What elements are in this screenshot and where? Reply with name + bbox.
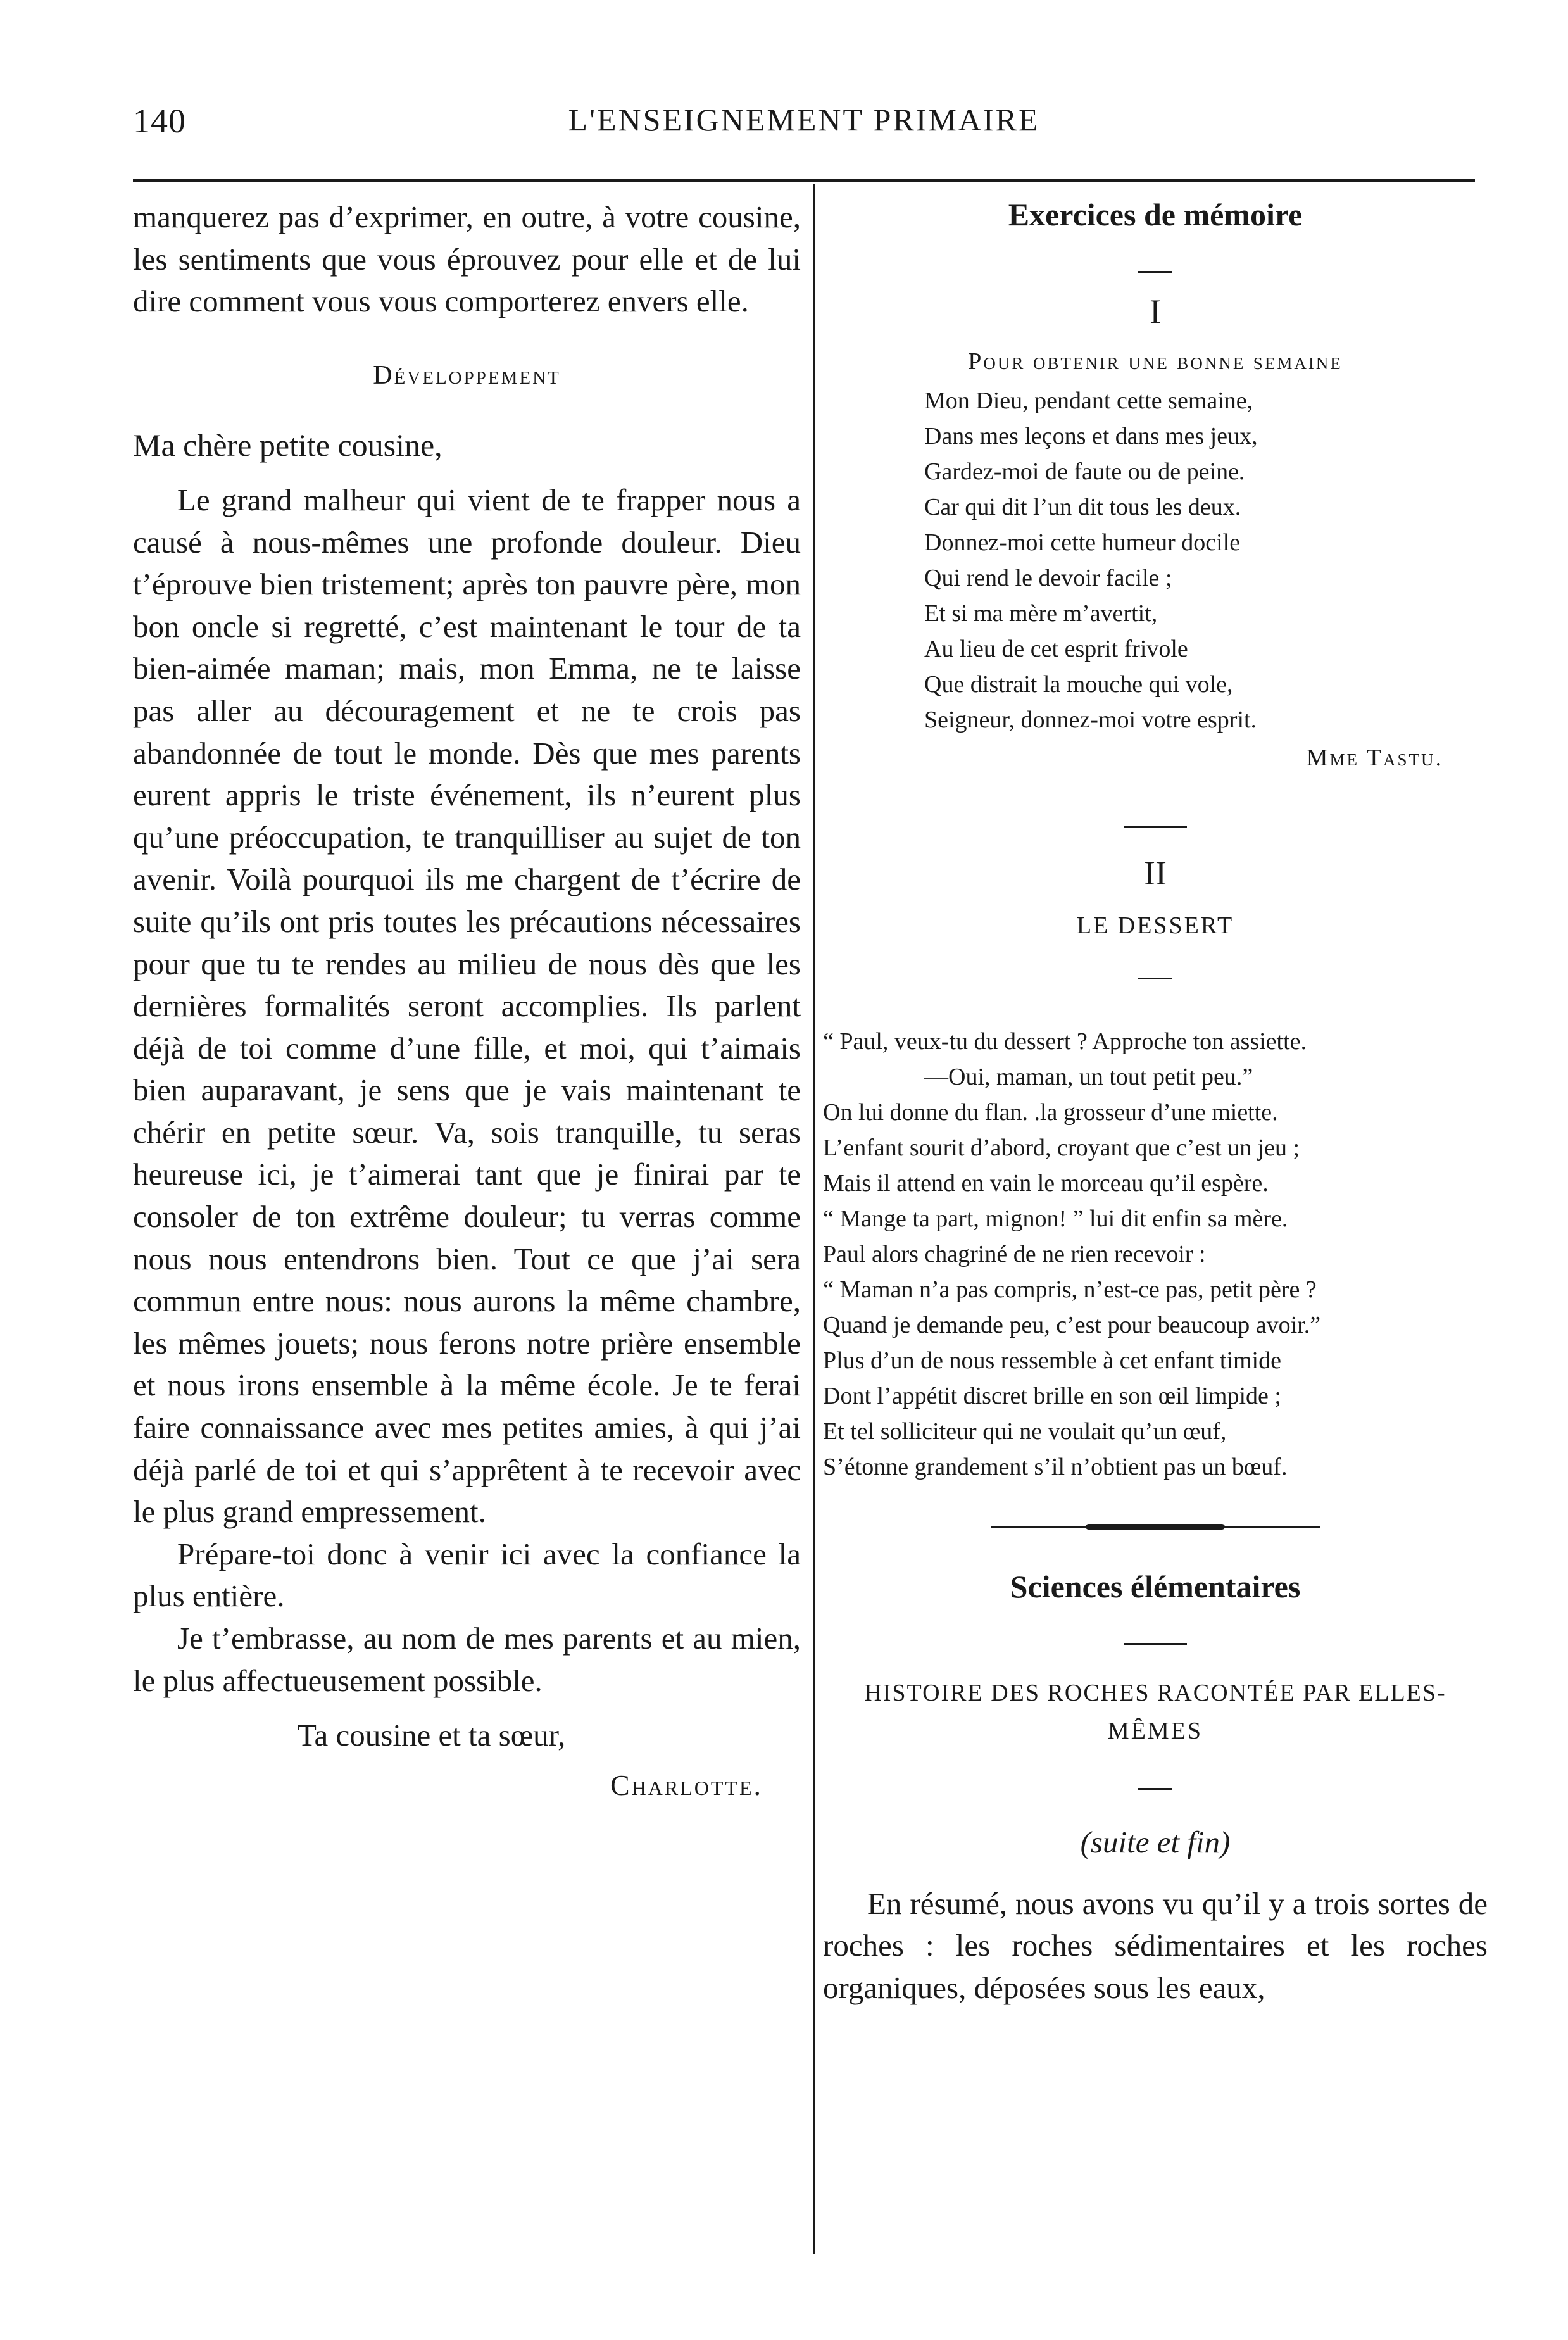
article-title-line-2: MÊMES <box>1107 1718 1203 1744</box>
poem-line: Donnez-moi cette humeur docile <box>924 529 1241 556</box>
dash-divider <box>1138 271 1172 273</box>
poem-line: Quand je demande peu, c’est pour beaucoup avoir.” <box>823 1312 1321 1338</box>
poem-line: Paul alors chagriné de ne rien recevoir : <box>823 1241 1206 1268</box>
poem-dessert <box>823 1024 1488 1485</box>
intro-line: manquerez pas d’exprimer, en outre, à votre <box>133 199 689 234</box>
header-rule <box>133 179 1475 182</box>
intro-paragraph <box>133 196 801 323</box>
poem-line: Mon Dieu, pendant cette semaine, <box>924 387 1253 414</box>
dash-divider <box>1138 978 1172 979</box>
running-title: L'ENSEIGNEMENT PRIMAIRE <box>568 102 1040 137</box>
salutation: Ma chère petite cousine, <box>133 427 442 463</box>
poem-line: Et tel solliciteur qui ne voulait qu’un œuf, <box>823 1418 1227 1445</box>
intro-line: pour elle et de lui dire comment vous vous <box>133 241 801 319</box>
poem-line: Seigneur, donnez-moi votre esprit. <box>924 707 1257 733</box>
section-heading-developpement: Développement <box>373 360 561 390</box>
article-paragraph: En résumé, nous avons vu qu’il y a trois sortes de roches : les roches sédimentaires et les roches organiques, déposées sous les eaux, <box>823 1885 1488 2005</box>
letter-paragraph-3: Je t’embrasse, au nom de mes parents et au mien, le plus affectueusement possible. <box>133 1621 801 1698</box>
letter-paragraph-2: Prépare-toi donc à venir ici avec la confiance la plus entière. <box>133 1536 801 1614</box>
article-title-line-1: HISTOIRE DES ROCHES RACONTÉE PAR ELLES- <box>864 1680 1446 1706</box>
ornamental-rule <box>991 1523 1320 1530</box>
roman-numeral-2: II <box>1144 854 1167 892</box>
page-header <box>133 101 1475 152</box>
poem-line: “ Paul, veux-tu du dessert ? Approche ton assiette. <box>823 1028 1307 1055</box>
column-divider <box>813 184 815 2254</box>
dash-divider <box>1124 826 1187 828</box>
poem-line: —Oui, maman, un tout petit peu.” <box>924 1064 1253 1090</box>
signature: Charlotte. <box>610 1768 763 1801</box>
poem-line: “ Mange ta part, mignon! ” lui dit enfin sa mère. <box>823 1205 1288 1232</box>
poem-line: Qui rend le devoir facile ; <box>924 565 1172 591</box>
poem-line: Au lieu de cet esprit frivole <box>924 636 1188 662</box>
letter-paragraph-1: Le grand malheur qui vient de te frapper nous a causé à nous-mêmes une profonde douleur. Dieu t’éprouve bien tristement; après ton pauvre père, mon bon oncle si regretté, c’est maintenant le tour de ta bien-aimée maman; mais, mon Emma, ne te laisse pas aller au découragement et ne te crois pas abandonnée de tout le monde. Dès que mes parents eurent appris le triste événement, ils n’eurent plus qu’une préoccupation, te tranquilliser au sujet de ton avenir. Voilà pourquoi ils me chargent de t’écrire de suite qu’ils ont pris toutes les précautions nécessaires pour que tu te rendes au milieu de nous dès que les dernières formalités seront accomplies. Ils parlent déjà de toi comme d’une fille, et moi, qui t’aimais bien auparavant, je sens que je vais maintenant te chérir en petite sœur. Va, sois tranquille, tu seras heureuse ici, je t’aimerai tant que je finirai par te consoler de ton extrême douleur; tu verras comme nous nous entendrons bien. Tout ce que j’ai sera commun entre nous: nous aurons la même chambre, les mêmes jouets; nous ferons notre prière ensemble et nous irons ensemble à la même école. Je te ferai faire connaissance avec mes petites amies, à qui j’ai déjà parlé de toi et qui s’apprêtent à te recevoir avec le plus grand empressement. <box>133 482 801 1530</box>
dash-divider <box>1124 1643 1187 1645</box>
dash-divider <box>1138 1788 1172 1790</box>
poem-line: Dont l’appétit discret brille en son œil limpide ; <box>823 1383 1281 1409</box>
poem-line: Et si ma mère m’avertit, <box>924 600 1158 627</box>
poem-line: Que distrait la mouche qui vole, <box>924 671 1233 698</box>
poem-line: Car qui dit l’un dit tous les deux. <box>924 494 1241 520</box>
roman-numeral-1: I <box>1150 292 1161 330</box>
poem-line: L’enfant sourit d’abord, croyant que c’est un jeu ; <box>823 1135 1300 1161</box>
right-column <box>823 196 1488 2009</box>
intro-line: cousine, les sentiments que vous éprouvez <box>133 199 801 277</box>
poem-title-dessert: LE DESSERT <box>1076 912 1234 939</box>
poem-line: S’étonne grandement s’il n’obtient pas un bœuf. <box>823 1454 1288 1480</box>
poem-line: Gardez-moi de faute ou de peine. <box>924 458 1245 485</box>
poem-line: Mais il attend en vain le morceau qu’il espère. <box>823 1170 1269 1197</box>
poem-line: “ Maman n’a pas compris, n’est-ce pas, petit père ? <box>823 1276 1317 1303</box>
poem-line: Dans mes leçons et dans mes jeux, <box>924 423 1258 450</box>
poem-title-bonne-semaine: Pour obtenir une bonne semaine <box>968 348 1343 375</box>
intro-line: comporterez envers elle. <box>444 284 749 319</box>
poem-line: On lui donne du flan. .la grosseur d’une miette. <box>823 1099 1278 1126</box>
section-title-exercices: Exercices de mémoire <box>1008 197 1303 232</box>
poem-bonne-semaine <box>823 383 1488 738</box>
section-title-sciences: Sciences élémentaires <box>1010 1569 1301 1604</box>
page-number: 140 <box>133 102 186 140</box>
poem-line: Plus d’un de nous ressemble à cet enfant timide <box>823 1347 1281 1374</box>
left-column <box>133 196 801 1806</box>
poem-author: Mme Tastu. <box>1306 745 1443 771</box>
suite-et-fin: (suite et fin) <box>1080 1825 1231 1859</box>
closing-line: Ta cousine et ta sœur, <box>298 1718 566 1753</box>
